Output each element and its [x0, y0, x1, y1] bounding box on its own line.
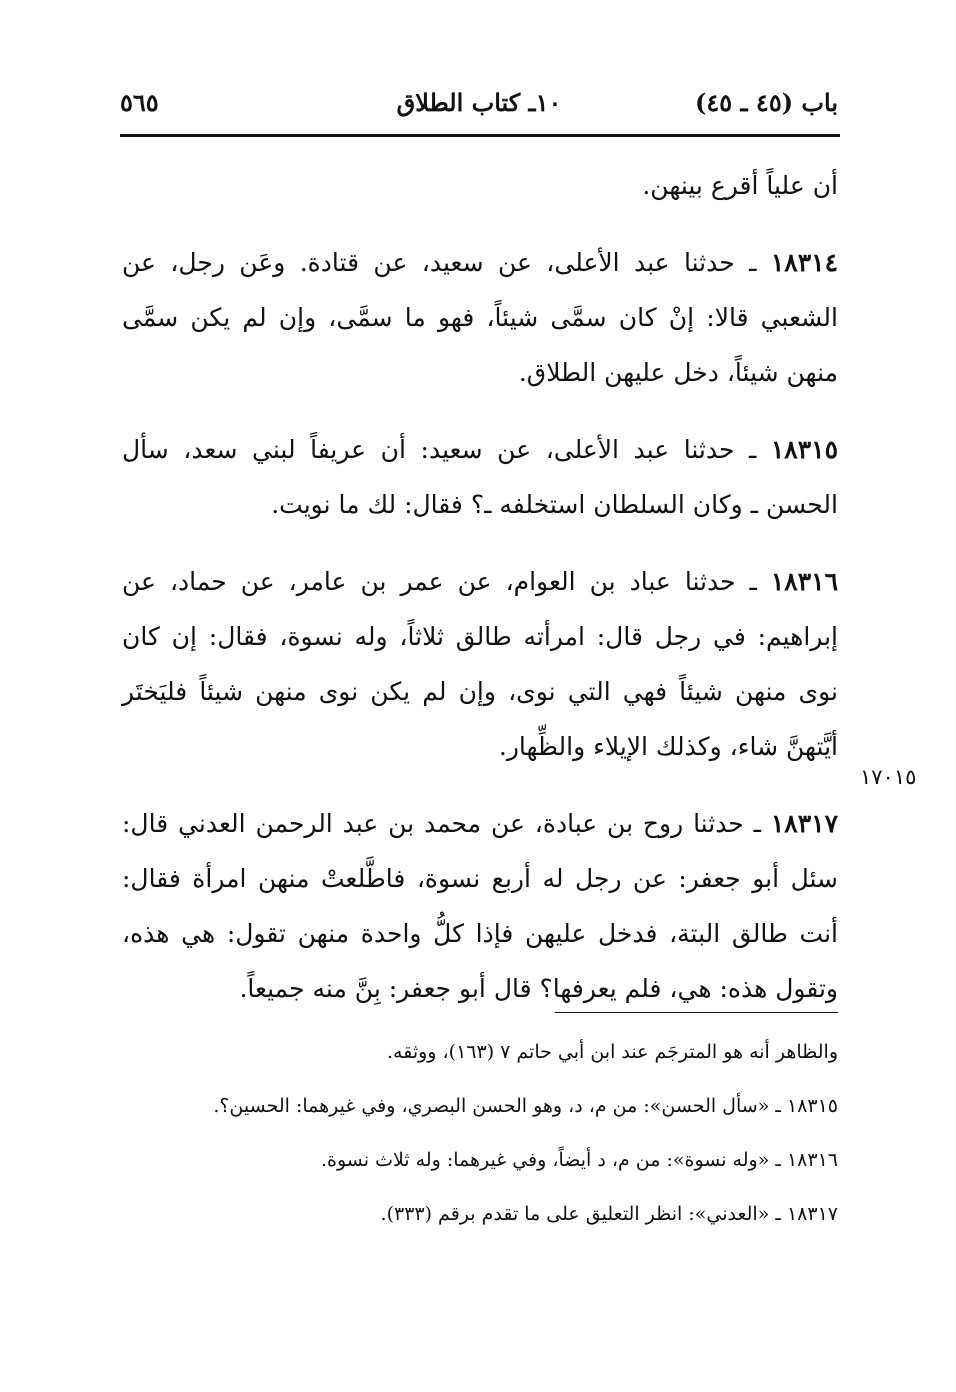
hadith-text: ـ حدثنا عباد بن العوام، عن عمر بن عامر، عن حماد، عن إبراهيم: في رجل قال: امرأته طالق ثلاثاً، وله نسوة، فقال: إن كان نوى منهن شيئاً فهي التي نوى، وإن لم يكن نوى منهن شيئاً فليَختَر أيَّتهنَّ شاء، وكذلك الإيلاء والظِّهار. — [122, 567, 838, 761]
hadith-number: ١٨٣١٧ — [770, 809, 838, 838]
hadith-number: ١٨٣١٥ — [770, 435, 838, 464]
hadith-18315 — [122, 422, 838, 532]
running-header — [120, 88, 838, 124]
footnotes — [122, 1030, 838, 1246]
footnote: ١٨٣١٥ ـ «سأل الحسن»: من م، د، وهو الحسن البصري، وفي غيرهما: الحسين؟. — [213, 1095, 838, 1117]
footnote: ١٨٣١٦ ـ «وله نسوة»: من م، د أيضاً، وفي غيرهما: وله ثلاث نسوة. — [321, 1149, 838, 1171]
hadith-text: ـ حدثنا عبد الأعلى، عن سعيد: أن عريفاً لبني سعد، سأل الحسن ـ وكان السلطان استخلفه ـ؟ فقال: لك ما نويت. — [122, 435, 838, 519]
hadith-18314 — [122, 235, 838, 400]
hadith-number: ١٨٣١٦ — [770, 567, 838, 596]
footnote: والظاهر أنه هو المترجَم عند ابن أبي حاتم ٧ (١٦٣)، ووثقه. — [387, 1041, 838, 1063]
page-number: ٥٦٥ — [120, 88, 159, 117]
footnote: ١٨٣١٧ ـ «العدني»: انظر التعليق على ما تقدم برقم (٣٣٣). — [380, 1203, 838, 1225]
hadith-text: ـ حدثنا عبد الأعلى، عن سعيد، عن قتادة. وعَن رجل، عن الشعبي قالا: إنْ كان سمَّى شيئاً، فهو ما سمَّى، وإن لم يكن سمَّى منهن شيئاً، دخل عليهن الطلاق. — [122, 248, 838, 387]
header-rule — [120, 134, 840, 137]
hadith-number: ١٨٣١٤ — [770, 248, 838, 277]
book-title: ١٠ـ كتاب الطلاق — [396, 88, 562, 117]
main-text — [122, 158, 838, 1038]
margin-reference-number: ١٧٠١٥ — [860, 765, 917, 789]
chapter-heading: باب (٤٥ ـ ٤٥) — [695, 88, 838, 117]
hadith-text: ـ حدثنا روح بن عبادة، عن محمد بن عبد الرحمن العدني قال: سئل أبو جعفر: عن رجل له أربع نسوة، فاطَّلعتْ منهن امرأة فقال: أنت طالق البتة، فدخل عليهن فإذا كلُّ واحدة منهن تقول: هي هذه، وتقول هذه: هي، فلم يعرفها؟ قال أبو جعفر: بِنَّ منه جميعاً. — [122, 809, 838, 1003]
footnote-separator — [555, 1012, 838, 1013]
paragraph-continuation: أن علياً أقرع بينهن. — [642, 171, 838, 200]
hadith-18316 — [122, 554, 838, 774]
hadith-18317 — [122, 796, 838, 1016]
